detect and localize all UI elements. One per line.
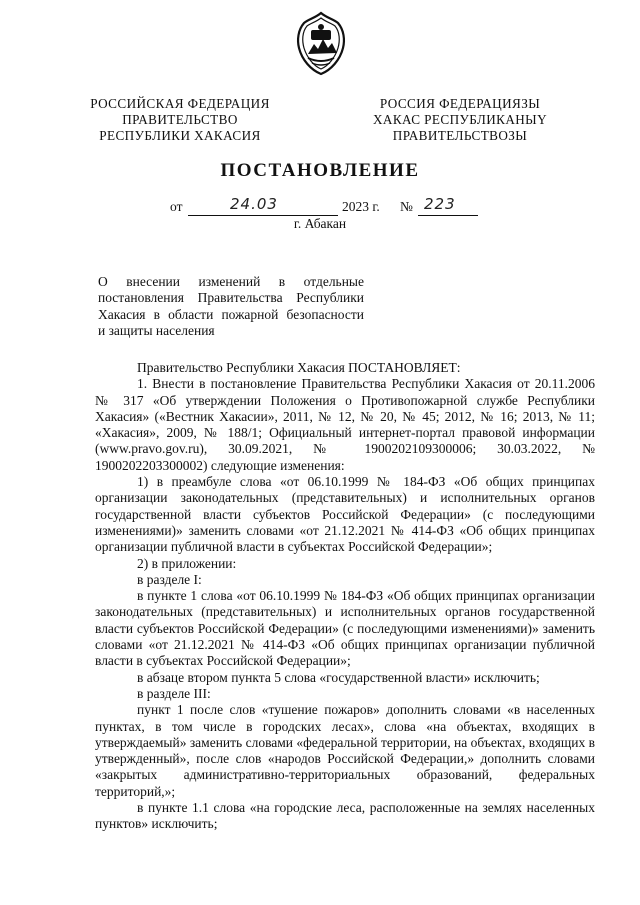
number-field — [418, 195, 478, 216]
header-right-line: РОССИЯ ФЕДЕРАЦИЯЗЫ — [379, 96, 541, 111]
subject-line: и защиты населения — [98, 322, 215, 338]
document-subject — [98, 274, 364, 339]
header-left-line: РЕСПУБЛИКИ ХАКАСИЯ — [99, 128, 261, 143]
city-label: г. Абакан — [293, 216, 347, 231]
body-paragraph: в пункте 1 слова «от 06.10.1999 № 184-ФЗ «Об общих принципах организации законодательных (представительных) и исполнительных органов государственной власти субъектов Российской Федерации» (с последующими изменениями)» заменить словами «от 21.12.2021 № 414-ФЗ «Об общих принципах организации публичной власти в субъектах Российской Федерации»; — [95, 588, 595, 669]
header-left-line: ПРАВИТЕЛЬСТВО — [122, 112, 238, 127]
handwritten-date: 24.03 — [230, 195, 278, 213]
handwritten-number: 223 — [424, 195, 456, 213]
body-paragraph: 1) в преамбуле слова «от 06.10.1999 № 184-ФЗ «Об общих принципах организации законодательных (представительных) и исполнительных органов государственной власти субъектов Российской Федерации» (с последующими изменениями)» заменить словами «от 21.12.2021 № 414-ФЗ «Об общих принципах организации публичной власти в субъектах Российской Федерации»; — [95, 474, 595, 555]
body-paragraph: пункт 1 после слов «тушение пожаров» дополнить словами «в населенных пунктах, в том числе в городских лесах», слова «на объектах, входящих в утверждаемый» заменить словами «федеральной территории, на объектах, входящих в утвержденный», после слов «народов Российской Федерации,» дополнить словами «закрытых административно-территориальных образований, федеральных территорий,»; — [95, 702, 595, 799]
document-title: ПОСТАНОВЛЕНИЕ — [220, 160, 420, 181]
subject-line: О внесении изменений в отдельные — [98, 274, 364, 289]
document-body — [95, 360, 595, 833]
header-right — [360, 96, 560, 144]
body-paragraph: в разделе III: — [137, 685, 211, 701]
body-paragraph: в разделе I: — [137, 571, 202, 587]
header-left — [85, 96, 275, 144]
date-prefix: от — [170, 199, 183, 214]
body-paragraph: 2) в приложении: — [137, 555, 237, 571]
body-paragraph: 1. Внести в постановление Правительства Республики Хакасия от 20.11.2006 № 317 «Об утверждении Положения о Противопожарной службе Республики Хакасия» («Вестник Хакасии», 2011, № 12, № 20, № 45; 2012, № 16; 2013, № 11; «Хакасия», 2009, № 188/1; Официальный интернет-портал правовой информации (www.pravo.gov.ru), 30.09.2021, № 1900202109300006; 30.03.2022, № 1900202203300002) следующие изменения: — [95, 376, 595, 473]
subject-line: Хакасия в области пожарной безопасности — [98, 306, 364, 322]
header-right-line: ХАКАС РЕСПУБЛИКАНЫҮ — [372, 112, 548, 127]
number-sign: № — [400, 199, 413, 214]
body-paragraph: в пункте 1.1 слова «на городские леса, расположенные на землях населенных пунктов» исключить; — [95, 800, 595, 832]
body-paragraph: Правительство Республики Хакасия ПОСТАНОВЛЯЕТ: — [137, 360, 461, 375]
body-paragraph: в абзаце втором пункта 5 слова «государственной власти» исключить; — [137, 669, 540, 685]
year-label: 2023 г. — [342, 199, 380, 214]
date-field — [188, 195, 338, 216]
header-left-line: РОССИЙСКАЯ ФЕДЕРАЦИЯ — [90, 96, 270, 111]
header-right-line: ПРАВИТЕЛЬСТВОЗЫ — [392, 128, 528, 143]
coat-of-arms-emblem — [294, 10, 348, 76]
subject-line: постановления Правительства Республики — [98, 290, 364, 306]
